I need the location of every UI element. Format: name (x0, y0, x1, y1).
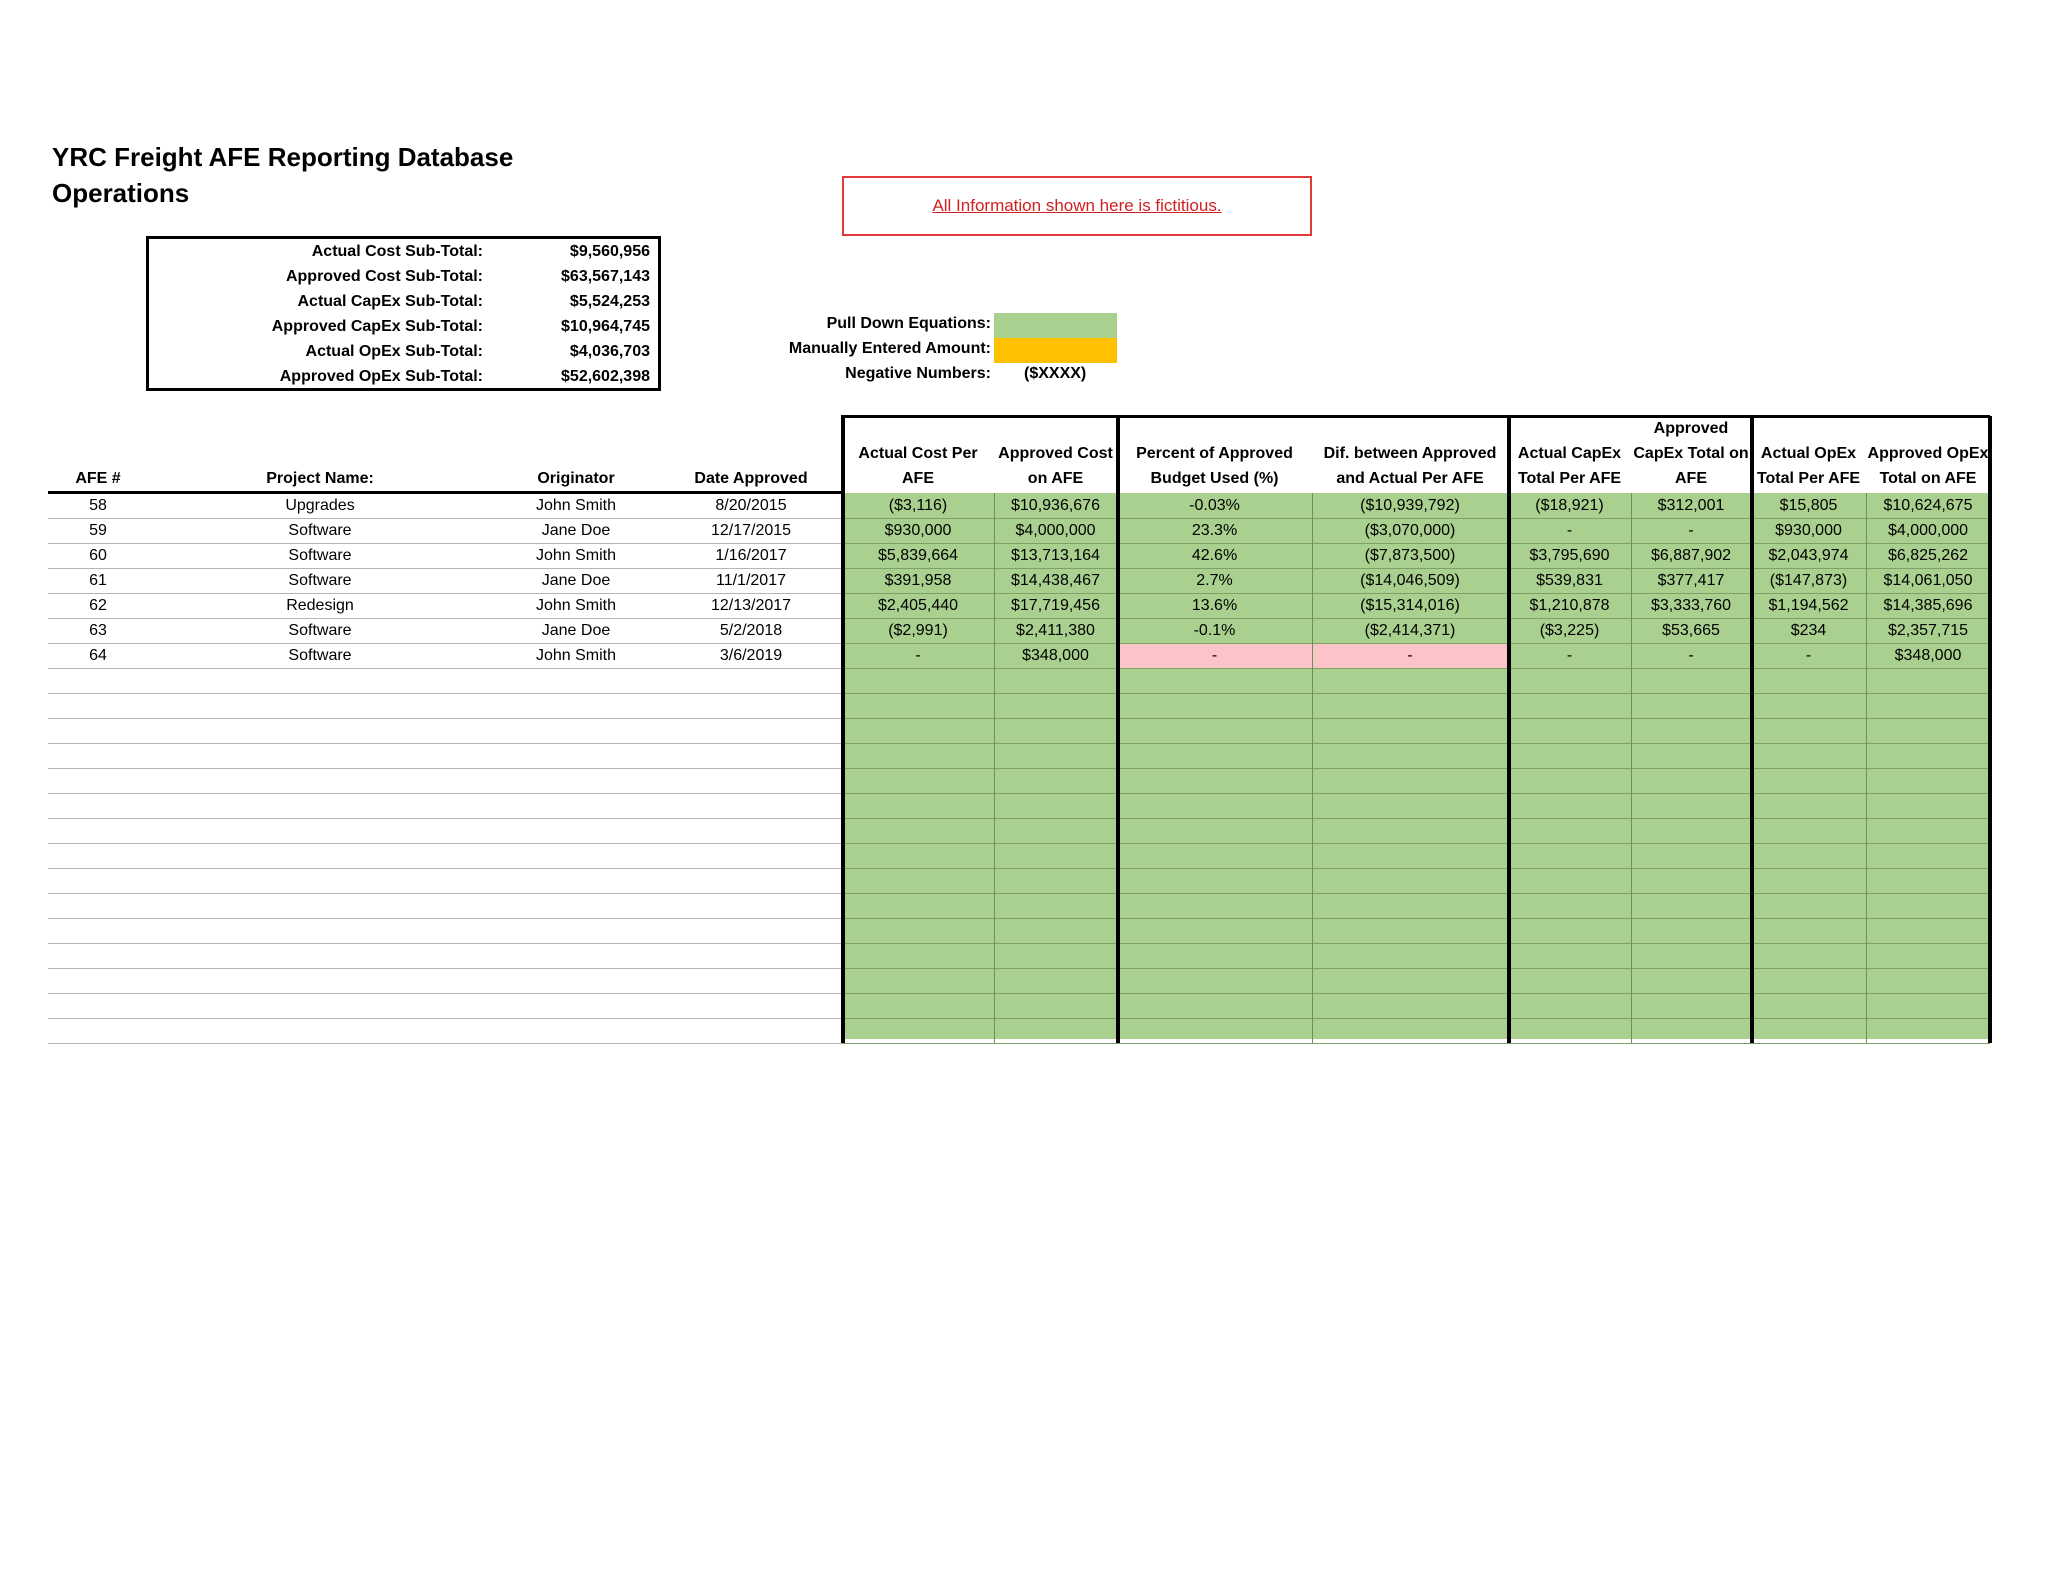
cell-date-approved[interactable]: 11/1/2017 (716, 572, 786, 589)
cell-originator[interactable]: John Smith (535, 597, 617, 614)
cell-date-approved[interactable]: 8/20/2015 (715, 497, 787, 514)
row-divider (842, 668, 1990, 669)
header-actual-capex: Actual CapEx Total Per AFE (1517, 445, 1622, 487)
cell-project-name[interactable]: Software (288, 522, 352, 539)
summary-label: Actual Cost Sub-Total: (311, 243, 483, 260)
legend-manual-label: Manually Entered Amount: (788, 340, 991, 357)
row-divider (48, 993, 842, 994)
cell-actual-capex[interactable]: $1,210,878 (1529, 597, 1610, 614)
cell-afe-number[interactable]: 60 (89, 547, 107, 564)
header-afe-number: AFE # (75, 470, 121, 487)
cell-difference[interactable]: ($14,046,509) (1360, 572, 1460, 589)
row-divider (842, 718, 1990, 719)
cell-date-approved[interactable]: 3/6/2019 (719, 647, 783, 664)
cell-actual-cost[interactable]: $930,000 (884, 522, 952, 539)
cell-approved-capex[interactable]: $3,333,760 (1650, 597, 1732, 614)
summary-row (149, 239, 658, 264)
row-divider (48, 893, 842, 894)
summary-box (146, 236, 661, 391)
cell-afe-number[interactable]: 61 (89, 572, 107, 589)
row-divider (842, 843, 1990, 844)
cell-originator[interactable]: John Smith (535, 647, 617, 664)
cell-approved-capex[interactable]: - (1688, 522, 1694, 539)
summary-label: Approved CapEx Sub-Total: (271, 318, 483, 335)
row-divider (48, 718, 842, 719)
row-divider (842, 1043, 1990, 1044)
summary-row (149, 314, 658, 339)
cell-approved-capex[interactable]: $6,887,902 (1650, 547, 1732, 564)
summary-label: Approved OpEx Sub-Total: (279, 368, 483, 385)
cell-approved-opex[interactable]: $10,624,675 (1883, 497, 1973, 514)
cell-approved-cost[interactable]: $4,000,000 (1015, 522, 1096, 539)
cell-approved-cost[interactable]: $348,000 (1022, 647, 1089, 664)
cell-date-approved[interactable]: 5/2/2018 (719, 622, 783, 639)
cell-actual-cost[interactable]: $2,405,440 (877, 597, 959, 614)
cell-actual-cost[interactable]: - (915, 647, 921, 664)
row-divider (48, 743, 842, 744)
cell-actual-opex[interactable]: ($147,873) (1769, 572, 1848, 589)
cell-originator[interactable]: Jane Doe (541, 572, 611, 589)
cell-difference[interactable]: - (1407, 647, 1413, 664)
cell-approved-opex[interactable]: $2,357,715 (1887, 622, 1969, 639)
row-divider (48, 1018, 842, 1019)
header-percent-used: Percent of Approved Budget Used (%) (1136, 445, 1293, 487)
cell-actual-cost[interactable]: ($3,116) (888, 497, 948, 514)
row-divider (48, 918, 842, 919)
cell-actual-opex[interactable]: $2,043,974 (1768, 547, 1849, 564)
cell-actual-capex[interactable]: ($18,921) (1535, 497, 1604, 514)
header-actual-opex: Actual OpEx Total Per AFE (1756, 445, 1861, 487)
cell-date-approved[interactable]: 1/16/2017 (715, 547, 787, 564)
row-divider (48, 693, 842, 694)
legend-manual-swatch (994, 338, 1117, 363)
legend-pull-down-label: Pull Down Equations: (826, 315, 991, 332)
cell-approved-capex[interactable]: - (1688, 647, 1694, 664)
summary-row (149, 264, 658, 289)
summary-value[interactable]: $4,036,703 (569, 343, 650, 360)
cell-actual-capex[interactable]: - (1566, 522, 1573, 539)
cell-approved-cost[interactable]: $2,411,380 (1016, 622, 1095, 639)
cell-date-approved[interactable]: 12/13/2017 (710, 597, 792, 614)
summary-value[interactable]: $52,602,398 (561, 368, 650, 385)
row-divider (842, 918, 1990, 919)
row-divider (842, 1018, 1990, 1019)
cell-difference[interactable]: ($15,314,016) (1360, 597, 1460, 614)
cell-difference[interactable]: ($3,070,000) (1364, 522, 1456, 539)
cell-afe-number[interactable]: 58 (89, 497, 107, 514)
summary-value[interactable]: $10,964,745 (561, 318, 650, 335)
cell-approved-cost[interactable]: $17,719,456 (1011, 597, 1100, 614)
cell-afe-number[interactable]: 64 (89, 647, 107, 664)
cell-percent-used[interactable]: 23.3% (1191, 522, 1238, 539)
cell-afe-number[interactable]: 63 (89, 622, 107, 639)
row-divider (48, 1043, 842, 1044)
header-difference: Dif. between Approved and Actual Per AFE (1323, 445, 1497, 487)
cell-date-approved[interactable]: 12/17/2015 (710, 522, 792, 539)
cell-actual-opex[interactable]: $1,194,562 (1768, 597, 1849, 614)
row-divider (48, 868, 842, 869)
legend-negative-example: ($XXXX) (1024, 365, 1087, 382)
header-project-name: Project Name: (266, 470, 374, 487)
row-divider (842, 793, 1990, 794)
row-divider (842, 768, 1990, 769)
cell-project-name[interactable]: Software (288, 647, 352, 664)
summary-value[interactable]: $5,524,253 (569, 293, 650, 310)
cell-project-name[interactable]: Upgrades (285, 497, 355, 514)
cell-actual-capex[interactable]: ($3,225) (1539, 622, 1600, 639)
cell-percent-used[interactable]: 2.7% (1196, 572, 1233, 589)
cell-actual-capex[interactable]: $3,795,690 (1529, 547, 1610, 564)
row-divider (842, 743, 1990, 744)
legend-pull-down-swatch (994, 313, 1117, 338)
row-divider (48, 793, 842, 794)
cell-project-name[interactable]: Software (288, 622, 352, 639)
cell-approved-opex[interactable]: $6,825,262 (1887, 547, 1969, 564)
summary-row (149, 364, 658, 389)
summary-label: Actual CapEx Sub-Total: (297, 293, 483, 310)
cell-approved-capex[interactable]: $312,001 (1657, 497, 1725, 514)
cell-actual-capex[interactable]: $539,831 (1536, 572, 1603, 589)
cell-originator[interactable]: John Smith (535, 497, 617, 514)
row-divider (48, 668, 842, 669)
row-divider (842, 868, 1990, 869)
cell-percent-used[interactable]: -0.1% (1193, 622, 1236, 639)
cell-actual-cost[interactable]: $5,839,664 (877, 547, 959, 564)
cell-approved-cost[interactable]: $14,438,467 (1011, 572, 1100, 589)
cell-actual-cost[interactable]: ($2,991) (888, 622, 948, 639)
row-divider (842, 818, 1990, 819)
row-divider (842, 993, 1990, 994)
cell-percent-used[interactable]: 13.6% (1191, 597, 1238, 614)
header-approved-opex: Approved OpEx Total on AFE (1867, 445, 1989, 487)
page-subtitle: Operations (52, 178, 190, 208)
cell-project-name[interactable]: Software (288, 547, 352, 564)
cell-approved-cost[interactable]: $13,713,164 (1011, 547, 1100, 564)
cell-actual-cost[interactable]: $391,958 (884, 572, 952, 589)
summary-label: Approved Cost Sub-Total: (285, 268, 483, 285)
cell-approved-opex[interactable]: $4,000,000 (1887, 522, 1969, 539)
header-approved-capex: Approved CapEx Total on AFE (1633, 420, 1749, 487)
summary-value[interactable]: $63,567,143 (561, 268, 650, 285)
row-divider (48, 843, 842, 844)
cell-actual-opex[interactable]: $930,000 (1775, 522, 1842, 539)
row-divider (842, 893, 1990, 894)
row-divider (842, 943, 1990, 944)
cell-project-name[interactable]: Software (288, 572, 352, 589)
row-divider (48, 943, 842, 944)
summary-value[interactable]: $9,560,956 (569, 243, 650, 260)
cell-approved-opex[interactable]: $14,061,050 (1883, 572, 1973, 589)
page-title: YRC Freight AFE Reporting Database (52, 142, 514, 172)
cell-approved-opex[interactable]: $14,385,696 (1883, 597, 1973, 614)
cell-percent-used[interactable]: 42.6% (1191, 547, 1238, 564)
cell-actual-opex[interactable]: $234 (1790, 622, 1827, 639)
summary-row (149, 339, 658, 364)
cell-originator[interactable]: Jane Doe (541, 622, 611, 639)
cell-percent-used[interactable]: -0.03% (1189, 497, 1240, 514)
cell-originator[interactable]: John Smith (535, 547, 617, 564)
cell-difference[interactable]: ($7,873,500) (1364, 547, 1456, 564)
cell-afe-number[interactable]: 62 (89, 597, 107, 614)
cell-approved-opex[interactable]: $348,000 (1894, 647, 1962, 664)
header-date-approved: Date Approved (694, 470, 808, 487)
cell-project-name[interactable]: Redesign (286, 597, 354, 614)
header-approved-cost: Approved Cost on AFE (998, 445, 1113, 487)
cell-approved-cost[interactable]: $10,936,676 (1011, 497, 1100, 514)
row-divider (48, 768, 842, 769)
row-divider (48, 968, 842, 969)
row-divider (842, 693, 1990, 694)
row-divider (48, 818, 842, 819)
summary-label: Actual OpEx Sub-Total: (305, 343, 483, 360)
cell-difference[interactable]: ($2,414,371) (1364, 622, 1456, 639)
cell-actual-capex[interactable]: - (1566, 647, 1573, 664)
row-divider (842, 968, 1990, 969)
cell-approved-capex[interactable]: $53,665 (1662, 622, 1720, 639)
cell-percent-used[interactable]: - (1211, 647, 1218, 664)
summary-row (149, 289, 658, 314)
cell-difference[interactable]: ($10,939,792) (1360, 497, 1460, 514)
cell-actual-opex[interactable]: $15,805 (1779, 497, 1838, 514)
fictitious-notice[interactable]: All Information shown here is fictitious. (842, 176, 1312, 236)
cell-approved-capex[interactable]: $377,417 (1657, 572, 1725, 589)
header-actual-cost: Actual Cost Per AFE (858, 445, 978, 487)
cell-actual-opex[interactable]: - (1805, 647, 1812, 664)
header-originator: Originator (537, 470, 615, 487)
cell-originator[interactable]: Jane Doe (541, 522, 611, 539)
legend-negative-label: Negative Numbers: (845, 365, 991, 382)
cell-afe-number[interactable]: 59 (89, 522, 107, 539)
